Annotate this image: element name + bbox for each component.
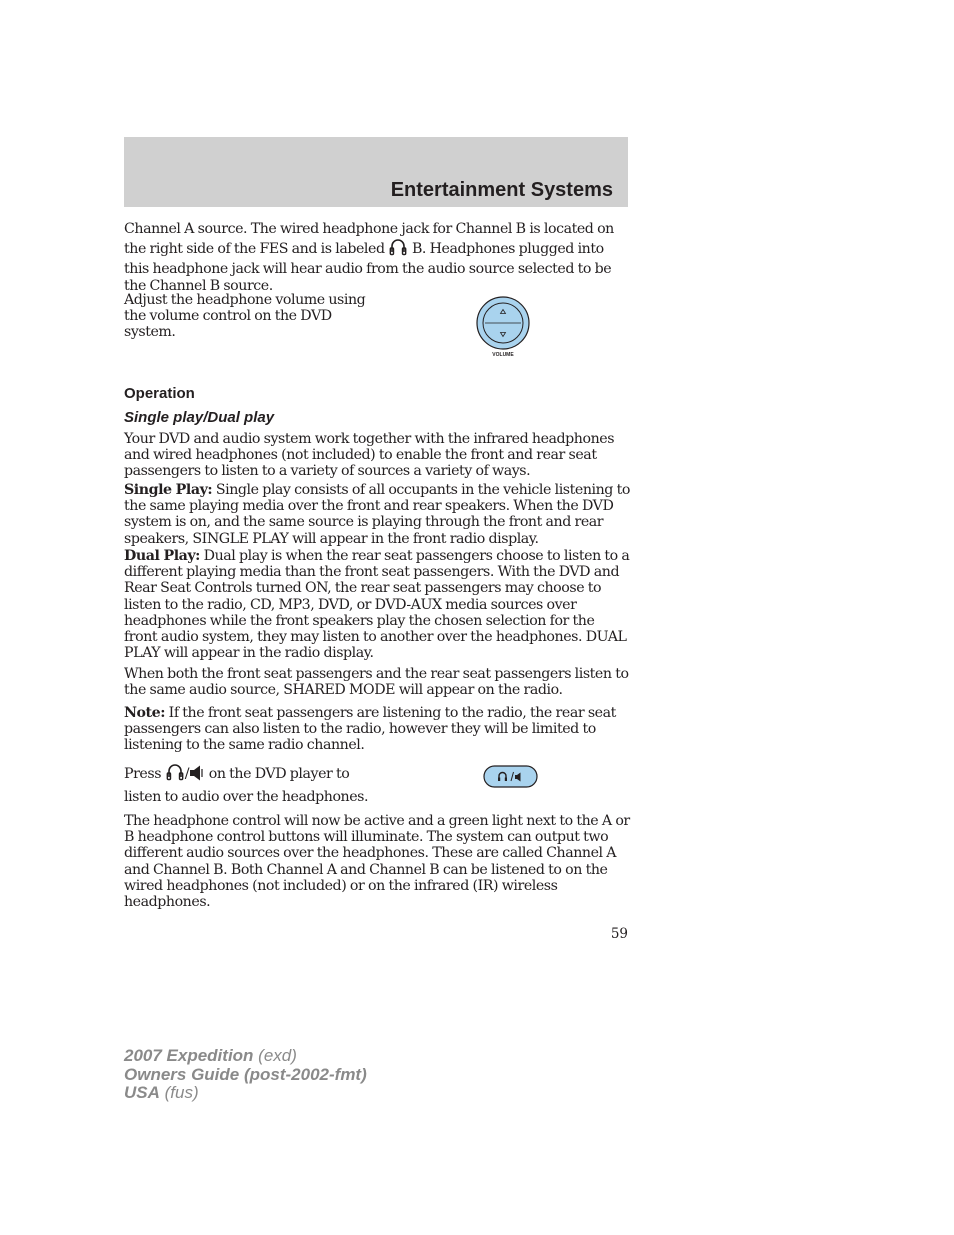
- note-paragraph: [124, 705, 630, 754]
- footer-market-code: (fus): [159, 1083, 199, 1102]
- single-play-label: Single Play:: [124, 482, 213, 498]
- intro-text-1: Channel A source. The wired headphone jack for Channel B is located on the right side of the FES and is labeled: [124, 221, 614, 258]
- volume-label: VOLUME: [492, 352, 514, 358]
- volume-control-icon: [474, 295, 534, 361]
- header-band: [124, 137, 628, 207]
- note-label: Note:: [124, 705, 165, 721]
- footer: [124, 1047, 367, 1103]
- volume-paragraph: Adjust the headphone volume using the volume control on the DVD system.: [124, 292, 366, 341]
- intro-paragraph: [124, 221, 630, 294]
- single-play-text: Single play consists of all occupants in the vehicle listening to the same playing media over the front and rear speakers. When the DVD system is on, and the same source is playing through the front and rear speakers, SINGLE PLAY will appear in the front radio display.: [124, 482, 630, 547]
- footer-model: 2007 Expedition: [124, 1046, 254, 1065]
- press-slash: /: [184, 766, 190, 782]
- press-rest: on the DVD player to listen to audio over the headphones.: [124, 766, 369, 805]
- footer-line-3: [124, 1084, 367, 1103]
- press-instruction: [124, 762, 376, 807]
- press-word: Press: [124, 766, 162, 782]
- section-heading: Operation: [124, 385, 195, 402]
- page-number: 59: [610, 926, 628, 942]
- footer-market: USA: [124, 1083, 160, 1102]
- overview-paragraph: Your DVD and audio system work together with the infrared headphones and wired headphones (not included) to enable the front and rear seat passengers to listen to a variety of sources a variety of ways.: [124, 431, 615, 480]
- footer-model-code: (exd): [253, 1046, 297, 1065]
- single-play-paragraph: [124, 482, 630, 547]
- footer-line-2: [124, 1066, 367, 1085]
- note-text: If the front seat passengers are listening to the radio, the rear seat passengers can also listen to the radio, however they will be limited to listening to the same radio channel.: [124, 705, 616, 754]
- dual-play-paragraph: [124, 548, 630, 661]
- subheading: Single play/Dual play: [124, 409, 275, 426]
- headphone-control-paragraph: The headphone control will now be active and a green light next to the A or B headphone control buttons will illuminate. The system can output two different audio sources over the headphones. These are called Channel A and Channel B. Both Channel A and Channel B can be listened to on the wired headphones (not included) or on the infrared (IR) wireless headphones.: [124, 813, 630, 911]
- shared-mode-paragraph: When both the front seat passengers and the rear seat passengers listen to the same audio source, SHARED MODE will appear on the radio.: [124, 666, 629, 699]
- dual-play-label: Dual Play:: [124, 548, 200, 564]
- footer-line-1: [124, 1047, 367, 1066]
- dual-play-text: Dual play is when the rear seat passengers choose to listen to a different playing media than the front seat passengers. With the DVD and Rear Seat Controls turned ON, the rear seat passengers may choose to listen to the radio, CD, MP3, DVD, or DVD-AUX media sources over headphones while the front speakers play the chosen selection for the front audio system, they may listen to another over the headphones. DUAL PLAY will appear in the radio display.: [124, 548, 630, 662]
- page-title: Entertainment Systems: [390, 179, 613, 201]
- intro-text-2: B. Headphones plugged into this headphone jack will hear audio from the audio source selected to be the Channel B source.: [124, 241, 612, 294]
- headphone-icon: [388, 237, 408, 261]
- headphone-icon: [165, 762, 185, 788]
- speaker-icon: [189, 764, 205, 788]
- footer-guide: Owners Guide (post-2002-fmt): [124, 1064, 367, 1084]
- headphone-speaker-button-icon: [483, 765, 539, 789]
